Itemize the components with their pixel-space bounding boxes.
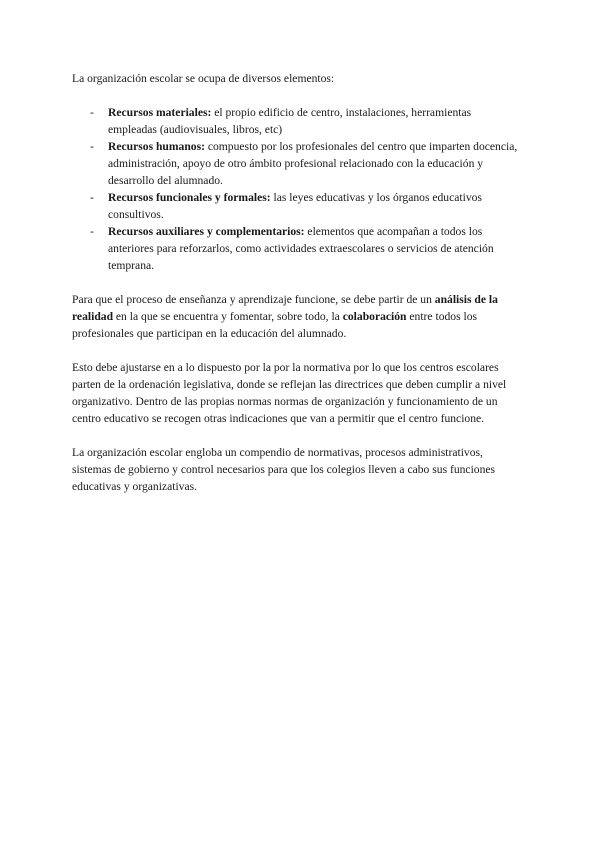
- list-item-recursos-humanos: [72, 138, 520, 189]
- bullet-text: elementos que acompañan a todos los anteriores para reforzarlos, como actividades extraescolares o servicios de atención temprana.: [108, 225, 494, 272]
- bullet-term: Recursos funcionales y formales:: [108, 191, 271, 204]
- bullet-text: el propio edificio de centro, instalaciones, herramientas empleadas (audiovisuales, libros, etc): [108, 106, 472, 136]
- paragraph-text: en la que se encuentra y fomentar, sobre todo, la: [113, 310, 343, 323]
- paragraph-organizacion: La organización escolar engloba un compendio de normativas, procesos administrativos, sistemas de gobierno y control necesarios para que los colegios lleven a cabo sus funciones educativas y organizativas.: [72, 446, 496, 493]
- list-item-recursos-funcionales: [72, 189, 520, 223]
- bullet-term: Recursos materiales:: [108, 106, 212, 119]
- paragraph-proceso: [72, 291, 520, 342]
- paragraph-text: entre todos los profesionales que participan en la educación del alumnado.: [72, 310, 478, 340]
- bullet-dash: -: [90, 225, 94, 238]
- intro-text: La organización escolar se ocupa de diversos elementos:: [72, 72, 335, 85]
- bullet-text: las leyes educativas y los órganos educativos consultivos.: [108, 191, 482, 221]
- list-item-recursos-auxiliares: [72, 223, 520, 274]
- resources-list: [72, 104, 520, 274]
- bullet-text: compuesto por los profesionales del centro que imparten docencia, administración, apoyo de otro ámbito profesional relacionado con la educación y desarrollo del alumnado.: [108, 140, 518, 187]
- paragraph-text: Para que el proceso de enseñanza y aprendizaje funcione, se debe partir de un: [72, 293, 435, 306]
- bold-colaboracion: colaboración: [342, 310, 407, 323]
- paragraph-normativa: Esto debe ajustarse en a lo dispuesto por la por la normativa por lo que los centros escolares parten de la ordenación legislativa, donde se reflejan las directrices que deben cumplir a nivel organizativo. Dentro de las propias normas normas de organización y funcionamiento de un centro educativo se recogen otras indicaciones que van a permitir que el centro funcione.: [72, 361, 507, 425]
- list-item-recursos-materiales: [72, 104, 520, 138]
- bold-analisis: análisis de la realidad: [72, 293, 498, 323]
- bullet-dash: -: [90, 140, 94, 153]
- bullet-term: Recursos humanos:: [108, 140, 205, 153]
- bullet-dash: -: [90, 106, 94, 119]
- bullet-term: Recursos auxiliares y complementarios:: [108, 225, 305, 238]
- bullet-dash: -: [90, 191, 94, 204]
- document-page: [72, 70, 520, 512]
